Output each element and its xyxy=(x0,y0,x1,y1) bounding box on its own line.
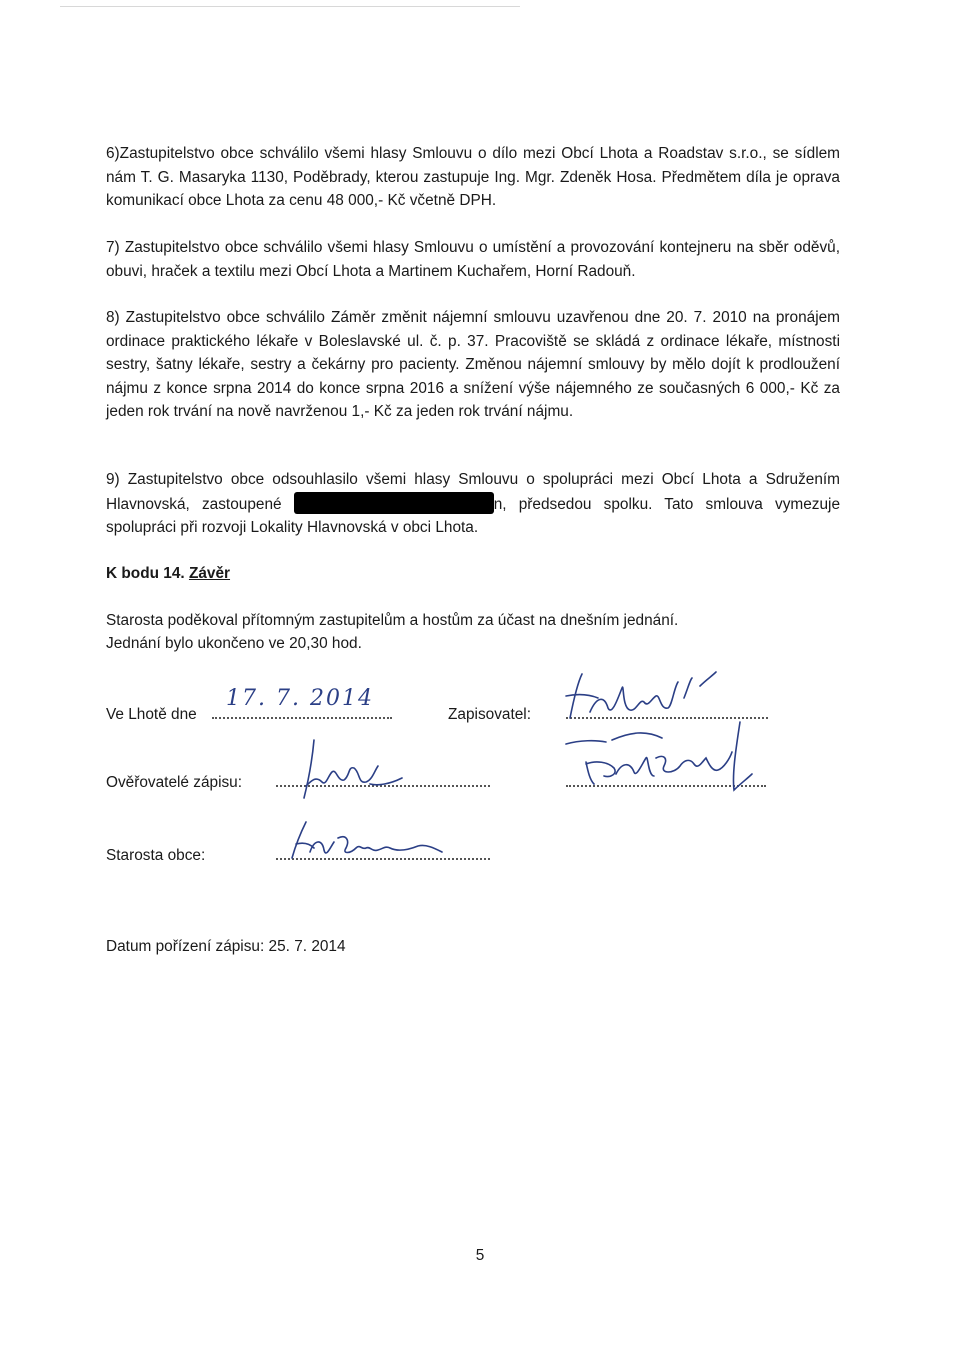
paragraph-7: 7) Zastupitelstvo obce schválilo všemi hlasy Smlouvu o umístění a provozování kontejneru na sběr oděvů, obuvi, hraček a textilu mezi Obcí Lhota a Martinem Kuchařem, Horní Radouň. xyxy=(106,239,840,280)
place-date-label: Ve Lhotě dne xyxy=(106,706,197,723)
verifiers-label: Ověřovatelé zápisu: xyxy=(106,774,243,791)
heading-title: Závěr xyxy=(188,565,231,582)
section-heading xyxy=(106,562,840,586)
heading-prefix: K bodu 14. xyxy=(106,565,185,582)
mayor-label: Starosta obce: xyxy=(106,847,206,864)
page-number: 5 xyxy=(475,1247,485,1264)
paragraph-9-text-after: n, předsedou spolku. Tato smlouva vymezuje spolupráci při rozvoji Lokality Hlavnovská v obci Lhota. xyxy=(106,495,841,536)
paragraph-9 xyxy=(106,468,840,540)
date-dotted-line xyxy=(212,715,392,719)
scan-edge-line xyxy=(60,6,520,7)
paragraph-6: 6)Zastupitelstvo obce schválilo všemi hlasy Smlouvu o dílo mezi Obcí Lhota a Roadstav s.r.o., se sídlem nám T. G. Masaryka 1130, Poděbrady, kterou zastupuje Ing. Mgr. Zdeněk Hosa. Předmětem díla je oprava komunikací obce Lhota za cenu 48 000,- Kč včetně DPH. xyxy=(106,145,840,209)
recorder-label: Zapisovatel: xyxy=(448,706,531,723)
closing-line-2: Jednání bylo ukončeno ve 20,30 hod. xyxy=(106,635,362,652)
redaction-bar xyxy=(294,492,494,514)
paragraph-8: 8) Zastupitelstvo obce schválilo Záměr změnit nájemní smlouvu uzavřenou dne 20. 7. 2010 na pronájem ordinace praktického lékaře v Boleslavské ul. č. p. 37. Pracoviště se skládá z ordinace lékaře, místnosti sestry, šatny lékaře, sestry a čekárny pro pacienty. Změnou nájemní smlouvy by mělo dojít k prodloužení nájmu z konce srpna 2014 do konce srpna 2016 a snížení výše nájemného ze současných 6 000,- Kč za jeden rok trvání na nově navrženou 1,- Kč za jeden rok trvání nájmu. xyxy=(106,309,840,420)
closing-line-1: Starosta poděkoval přítomným zastupitelům a hostům za účast na dnešním jednání. xyxy=(106,612,679,629)
paragraph-9-text-before: 9) Zastupitelstvo obce odsouhlasilo všemi hlasy Smlouvu o spolupráci mezi Obcí Lhota a Sdružením Hlavnovská, zastoupené xyxy=(106,471,840,513)
handwritten-date: 17. 7. 2014 xyxy=(226,686,374,711)
record-date-line: Datum pořízení zápisu: 25. 7. 2014 xyxy=(106,938,346,955)
